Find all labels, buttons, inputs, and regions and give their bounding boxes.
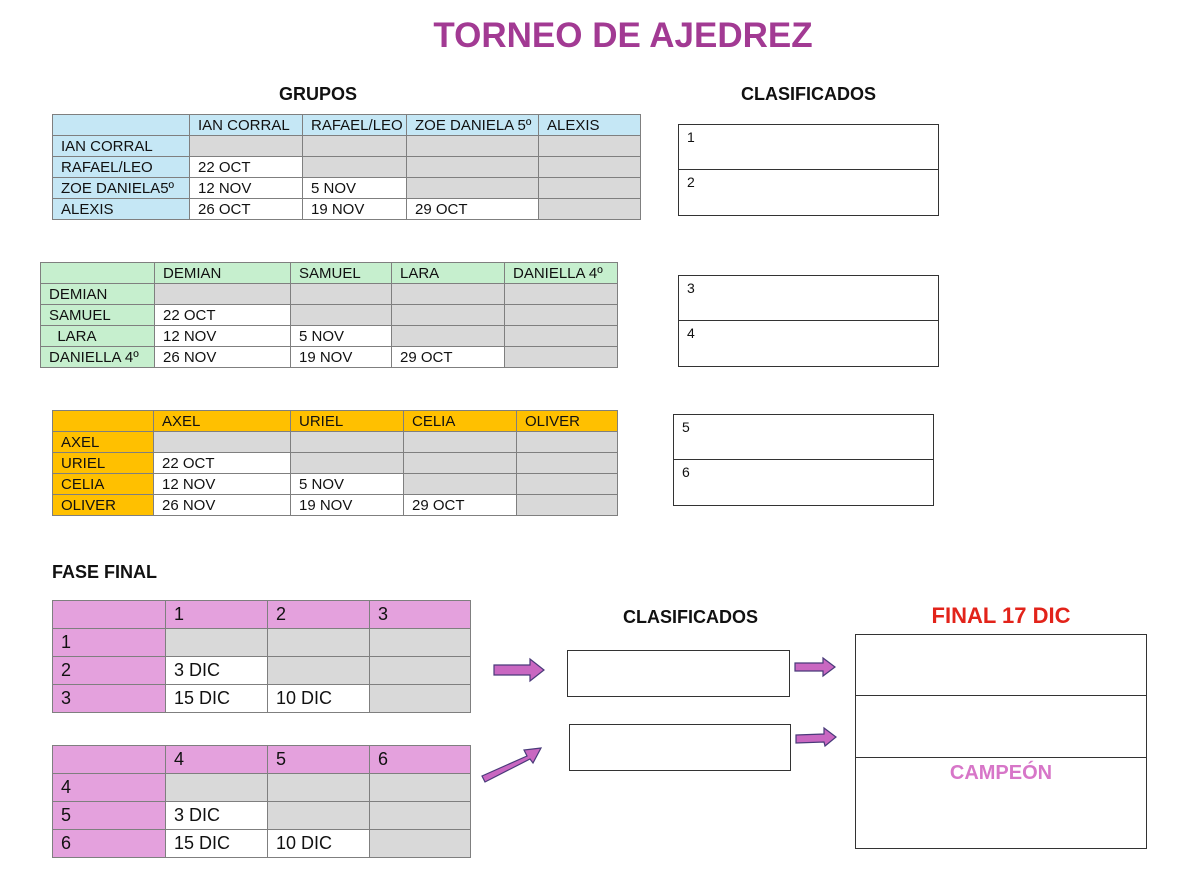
column-header: DANIELLA 4º [505,263,618,284]
empty-cell [291,284,392,305]
match-date-cell: 19 NOV [291,495,404,516]
table-row [41,284,618,305]
empty-cell [505,305,618,326]
match-date-cell: 5 NOV [303,178,407,199]
qualified-slot: 3 [679,276,938,321]
row-header: IAN CORRAL [53,136,190,157]
page-title: TORNEO DE AJEDREZ [433,16,813,55]
empty-cell [303,136,407,157]
qualified-slot: 2 [687,174,695,190]
row-header: 6 [53,830,166,858]
column-header: URIEL [291,411,404,432]
finalist-box-1 [567,650,790,697]
column-header: 3 [370,601,471,629]
arrow-icon [793,656,839,678]
table-row [53,474,618,495]
match-date-cell: 12 NOV [190,178,303,199]
empty-cell [370,802,471,830]
match-date-cell: 26 NOV [155,347,291,368]
match-date-cell: 15 DIC [166,685,268,713]
final-phase-heading: FASE FINAL [52,562,158,582]
qualified-slot: 4 [687,325,695,341]
row-header: ZOE DANIELA5º [53,178,190,199]
table-row [41,326,618,347]
column-header: RAFAEL/LEO [303,115,407,136]
table-row [53,432,618,453]
table-row [41,305,618,326]
empty-cell [539,136,641,157]
row-header: 5 [53,802,166,830]
qualified-heading: CLASIFICADOS [741,84,876,104]
table-row [53,495,618,516]
column-header: 5 [268,746,370,774]
final-box [855,634,1147,849]
empty-cell [268,774,370,802]
corner-cell [53,411,154,432]
row-header: 3 [53,685,166,713]
group-table-1 [52,114,641,220]
corner-cell [53,746,166,774]
row-header: SAMUEL [41,305,155,326]
row-header: AXEL [53,432,154,453]
empty-cell [166,774,268,802]
table-row [53,157,641,178]
column-header: 1 [166,601,268,629]
table-row [53,657,471,685]
column-header: 6 [370,746,471,774]
column-header: CELIA [404,411,517,432]
match-date-cell: 3 DIC [166,802,268,830]
empty-cell [404,453,517,474]
empty-cell [392,326,505,347]
arrow-icon [479,740,545,786]
empty-cell [407,178,539,199]
column-header: 2 [268,601,370,629]
column-header: SAMUEL [291,263,392,284]
corner-cell [53,115,190,136]
match-date-cell: 29 OCT [407,199,539,220]
empty-cell [517,453,618,474]
table-row [53,178,641,199]
empty-cell [370,629,471,657]
empty-cell [370,774,471,802]
match-date-cell: 22 OCT [190,157,303,178]
row-header: 1 [53,629,166,657]
match-date-cell: 22 OCT [155,305,291,326]
column-header: DEMIAN [155,263,291,284]
match-date-cell: 12 NOV [154,474,291,495]
match-date-cell: 15 DIC [166,830,268,858]
final-title: FINAL 17 DIC [931,603,1071,628]
row-header: CELIA [53,474,154,495]
empty-cell [291,453,404,474]
empty-cell [539,157,641,178]
match-date-cell: 29 OCT [404,495,517,516]
row-header: 4 [53,774,166,802]
empty-cell [517,495,618,516]
arrow-icon [794,726,840,750]
match-date-cell: 3 DIC [166,657,268,685]
empty-cell [291,305,392,326]
column-header: LARA [392,263,505,284]
table-row [53,774,471,802]
row-header: ALEXIS [53,199,190,220]
table-row [53,629,471,657]
table-row [53,830,471,858]
empty-cell [505,284,618,305]
champion-label: CAMPEÓN [949,762,1053,784]
match-date-cell: 22 OCT [154,453,291,474]
empty-cell [404,432,517,453]
group-table-2 [40,262,618,368]
column-header: ALEXIS [539,115,641,136]
row-header: RAFAEL/LEO [53,157,190,178]
qualified-slot: 5 [674,415,933,460]
empty-cell [268,629,370,657]
empty-cell [268,657,370,685]
empty-cell [505,326,618,347]
final-qualified-heading: CLASIFICADOS [623,607,758,627]
column-header: ZOE DANIELA 5º [407,115,539,136]
column-header: AXEL [154,411,291,432]
final-table-2 [52,745,471,858]
qualified-box-group-2 [678,275,939,367]
corner-cell [53,601,166,629]
match-date-cell: 12 NOV [155,326,291,347]
empty-cell [154,432,291,453]
row-header: DANIELLA 4º [41,347,155,368]
arrow-icon [492,657,548,683]
empty-cell [370,830,471,858]
empty-cell [392,284,505,305]
empty-cell [517,432,618,453]
empty-cell [505,347,618,368]
empty-cell [539,199,641,220]
empty-cell [404,474,517,495]
match-date-cell: 10 DIC [268,685,370,713]
qualified-slot: 1 [679,125,938,170]
row-header: DEMIAN [41,284,155,305]
empty-cell [407,157,539,178]
empty-cell [392,305,505,326]
row-header: LARA [41,326,155,347]
empty-cell [370,657,471,685]
match-date-cell: 5 NOV [291,326,392,347]
empty-cell [166,629,268,657]
group-table-3 [52,410,618,516]
qualified-slot: 6 [682,464,690,480]
row-header: URIEL [53,453,154,474]
match-date-cell: 26 NOV [154,495,291,516]
match-date-cell: 19 NOV [291,347,392,368]
column-header: OLIVER [517,411,618,432]
match-date-cell: 5 NOV [291,474,404,495]
table-row [53,453,618,474]
match-date-cell: 10 DIC [268,830,370,858]
row-header: OLIVER [53,495,154,516]
empty-cell [303,157,407,178]
empty-cell [370,685,471,713]
table-row [53,136,641,157]
table-row [53,802,471,830]
finalist-box-2 [569,724,791,771]
final-table-1 [52,600,471,713]
empty-cell [539,178,641,199]
qualified-box-group-1 [678,124,939,216]
corner-cell [41,263,155,284]
final-slot-1 [856,635,1146,696]
row-header: 2 [53,657,166,685]
empty-cell [190,136,303,157]
final-slot-2 [856,696,1146,758]
empty-cell [268,802,370,830]
table-row [41,347,618,368]
match-date-cell: 26 OCT [190,199,303,220]
column-header: IAN CORRAL [190,115,303,136]
table-row [53,199,641,220]
qualified-box-group-3 [673,414,934,506]
match-date-cell: 19 NOV [303,199,407,220]
empty-cell [291,432,404,453]
empty-cell [155,284,291,305]
match-date-cell: 29 OCT [392,347,505,368]
table-row [53,685,471,713]
empty-cell [517,474,618,495]
empty-cell [407,136,539,157]
groups-heading: GRUPOS [279,84,358,104]
column-header: 4 [166,746,268,774]
